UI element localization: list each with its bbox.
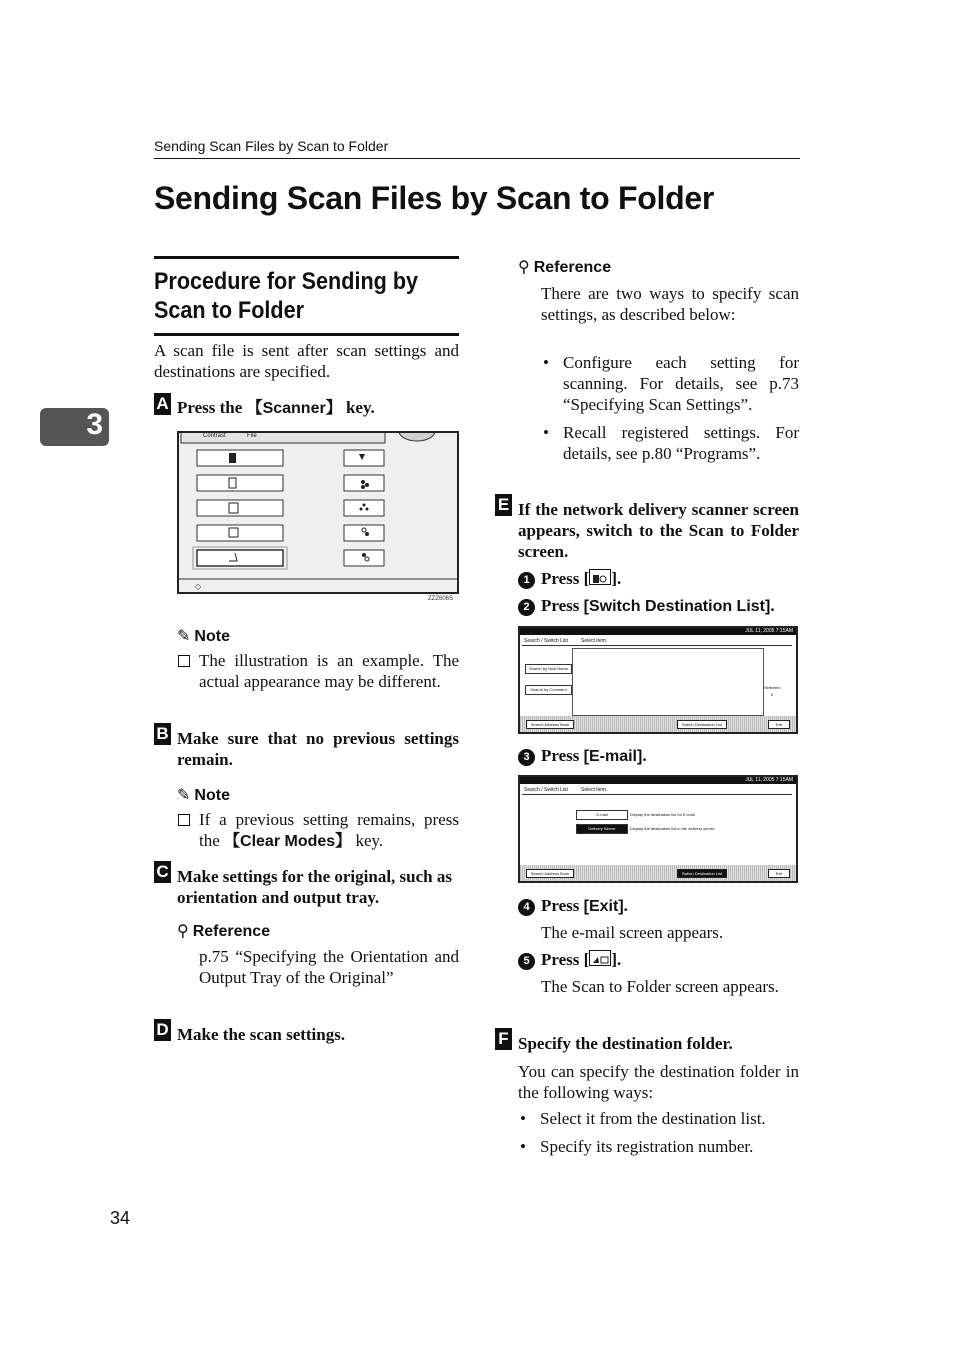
- step-2-text: Make sure that no previous settings remain.: [177, 729, 459, 769]
- control-panel-drawing: [179, 433, 457, 592]
- sub-step-1-number: 1: [518, 572, 535, 589]
- scan-to-folder-glyph: [590, 953, 610, 967]
- exit-key: [Exit]: [583, 898, 624, 915]
- magnifier-icon: ⚲: [177, 923, 189, 940]
- scanner-key: 【Scanner】: [246, 400, 342, 417]
- sub-step-4: 4 Press [Exit].: [518, 895, 628, 917]
- section-heading-line2: Scan to Folder: [154, 297, 305, 324]
- step-6-body: You can specify the destination folder in the following ways:: [518, 1062, 799, 1102]
- step-3-number: C: [154, 861, 171, 883]
- step-4-text: Make the scan settings.: [177, 1025, 346, 1044]
- checkbox-bullet-icon: [178, 814, 190, 826]
- section-heading-line1: Procedure for Sending by: [154, 268, 419, 295]
- selected-value: 0: [771, 692, 774, 697]
- reference-right-list: [541, 352, 799, 464]
- header-rule: [154, 158, 800, 159]
- clear-modes-key: 【Clear Modes】: [224, 833, 352, 850]
- switch-destination-list-button[interactable]: Switch Destination List: [677, 869, 727, 878]
- screen-1-title: Search / Switch List: [524, 638, 568, 644]
- screen-2-title: Search / Switch List: [524, 787, 568, 793]
- list-item: • Specify its registration number.: [518, 1136, 808, 1157]
- figure-1-code: ZZZ606S: [428, 596, 454, 602]
- delivery-server-button[interactable]: Delivery Server: [576, 824, 628, 834]
- svg-text:◇: ◇: [195, 582, 202, 591]
- step-3-text: Make settings for the original, such as orientation and output tray.: [177, 867, 452, 907]
- page-number: 34: [110, 1208, 131, 1228]
- step-6-number: F: [495, 1028, 512, 1050]
- note-1-heading: [177, 626, 230, 646]
- checkbox-bullet-icon: [178, 655, 190, 667]
- magnifier-icon: ⚲: [518, 259, 530, 276]
- step-4-number: D: [154, 1019, 171, 1041]
- selected-label: Selected:: [764, 685, 781, 690]
- note-1-item: [177, 650, 459, 692]
- step-6-list: [518, 1108, 808, 1157]
- screen-1-date: JUL 11, 2005 7:15AM: [520, 628, 796, 635]
- reference-3-text: p.75 “Specifying the Orientation and Output Tray of the Original”: [199, 947, 459, 987]
- screen-2-select: Select item.: [581, 787, 608, 793]
- note-2-label: Note: [194, 787, 230, 804]
- search-switch-screen-2: [518, 775, 798, 883]
- switch-destination-list-button[interactable]: Switch Destination List: [677, 720, 727, 729]
- scanner-mode-icon: [589, 569, 611, 585]
- reference-3-heading: [177, 921, 270, 941]
- search-address-book-button[interactable]: Search Address Book: [526, 869, 574, 878]
- step-1-number: A: [154, 393, 171, 415]
- chapter-tab: [40, 408, 109, 446]
- switch-destination-list-key: [Switch Destination List]: [583, 598, 771, 615]
- step-2-number: B: [154, 723, 171, 745]
- sub-step-3: 3 Press [E-mail].: [518, 745, 647, 767]
- reference-right-label: Reference: [533, 259, 612, 276]
- pencil-icon: ✎: [177, 628, 191, 645]
- sub-step-4-number: 4: [518, 899, 535, 916]
- delivery-server-description: Display the destination list in the delivery server.: [630, 826, 716, 831]
- sub-step-5-number: 5: [518, 953, 535, 970]
- exit-button[interactable]: Exit: [768, 720, 790, 729]
- search-address-book-button[interactable]: Search Address Book: [526, 720, 574, 729]
- reference-right-text: There are two ways to specify scan settings, as described below:: [541, 284, 799, 324]
- note-1-text: The illustration is an example. The actual appearance may be different.: [199, 651, 459, 691]
- control-panel-illustration: [177, 431, 459, 594]
- note-1-label: Note: [194, 628, 230, 645]
- screen-2-divider: [522, 794, 792, 795]
- search-by-host-name-button[interactable]: Search by Host Name: [525, 664, 572, 674]
- search-by-comment-button[interactable]: Search by Comment: [525, 685, 572, 695]
- page-title: Sending Scan Files by Scan to Folder: [154, 180, 714, 216]
- chapter-tab-number: 3: [86, 408, 103, 441]
- sub-step-5: 5 Press [ ].: [518, 949, 621, 970]
- list-item: • Select it from the destination list.: [518, 1108, 808, 1129]
- sub-step-1: 1 Press [ ].: [518, 568, 621, 589]
- sub-step-3-number: 3: [518, 749, 535, 766]
- reference-3-label: Reference: [192, 923, 271, 940]
- screen-1-divider: [522, 645, 792, 646]
- sub-step-5-result: The Scan to Folder screen appears.: [541, 977, 779, 996]
- intro-text: A scan file is sent after scan settings and destinations are specified.: [154, 341, 459, 381]
- note-2-text: If a previous setting remains, press the 【Clear Modes】 key.: [199, 810, 459, 850]
- step-6-text: Specify the destination folder.: [518, 1034, 733, 1053]
- note-2-item: [177, 809, 459, 852]
- pencil-icon: ✎: [177, 787, 191, 804]
- running-header: Sending Scan Files by Scan to Folder: [154, 138, 389, 154]
- e-mail-key: [E-mail]: [583, 748, 643, 765]
- search-switch-screen-1: [518, 626, 798, 734]
- list-item: • Configure each setting for scanning. For details, see p.73 “Specifying Scan Settings”.: [541, 352, 799, 415]
- note-2-heading: [177, 785, 230, 805]
- sub-step-4-result: The e-mail screen appears.: [541, 923, 724, 942]
- section-heading-box: [154, 256, 459, 336]
- e-mail-button[interactable]: E-mail: [576, 810, 628, 820]
- step-5-number: E: [495, 494, 512, 516]
- screen-2-date: JUL 11, 2005 7:15AM: [520, 777, 796, 784]
- exit-button[interactable]: Exit: [768, 869, 790, 878]
- list-item: • Recall registered settings. For details, see p.80 “Programs”.: [541, 422, 799, 464]
- step-5-text: If the network delivery scanner screen appears, switch to the Scan to Folder screen.: [518, 500, 799, 561]
- scanner-mode-glyph: [590, 572, 610, 586]
- svg-text:File: File: [247, 433, 257, 439]
- scan-to-folder-icon: [589, 950, 611, 966]
- reference-right-heading: [518, 257, 611, 277]
- step-1-text: Press the 【Scanner】 key.: [177, 398, 375, 417]
- e-mail-description: Display the destination list for E-mail.: [630, 812, 696, 817]
- screen-1-select: Select item.: [581, 638, 608, 644]
- svg-text:Contrast: Contrast: [203, 433, 226, 439]
- sub-step-2-number: 2: [518, 599, 535, 616]
- destination-list-area: [572, 648, 764, 716]
- section-heading: [154, 267, 429, 325]
- sub-step-2: 2 Press [Switch Destination List].: [518, 595, 775, 617]
